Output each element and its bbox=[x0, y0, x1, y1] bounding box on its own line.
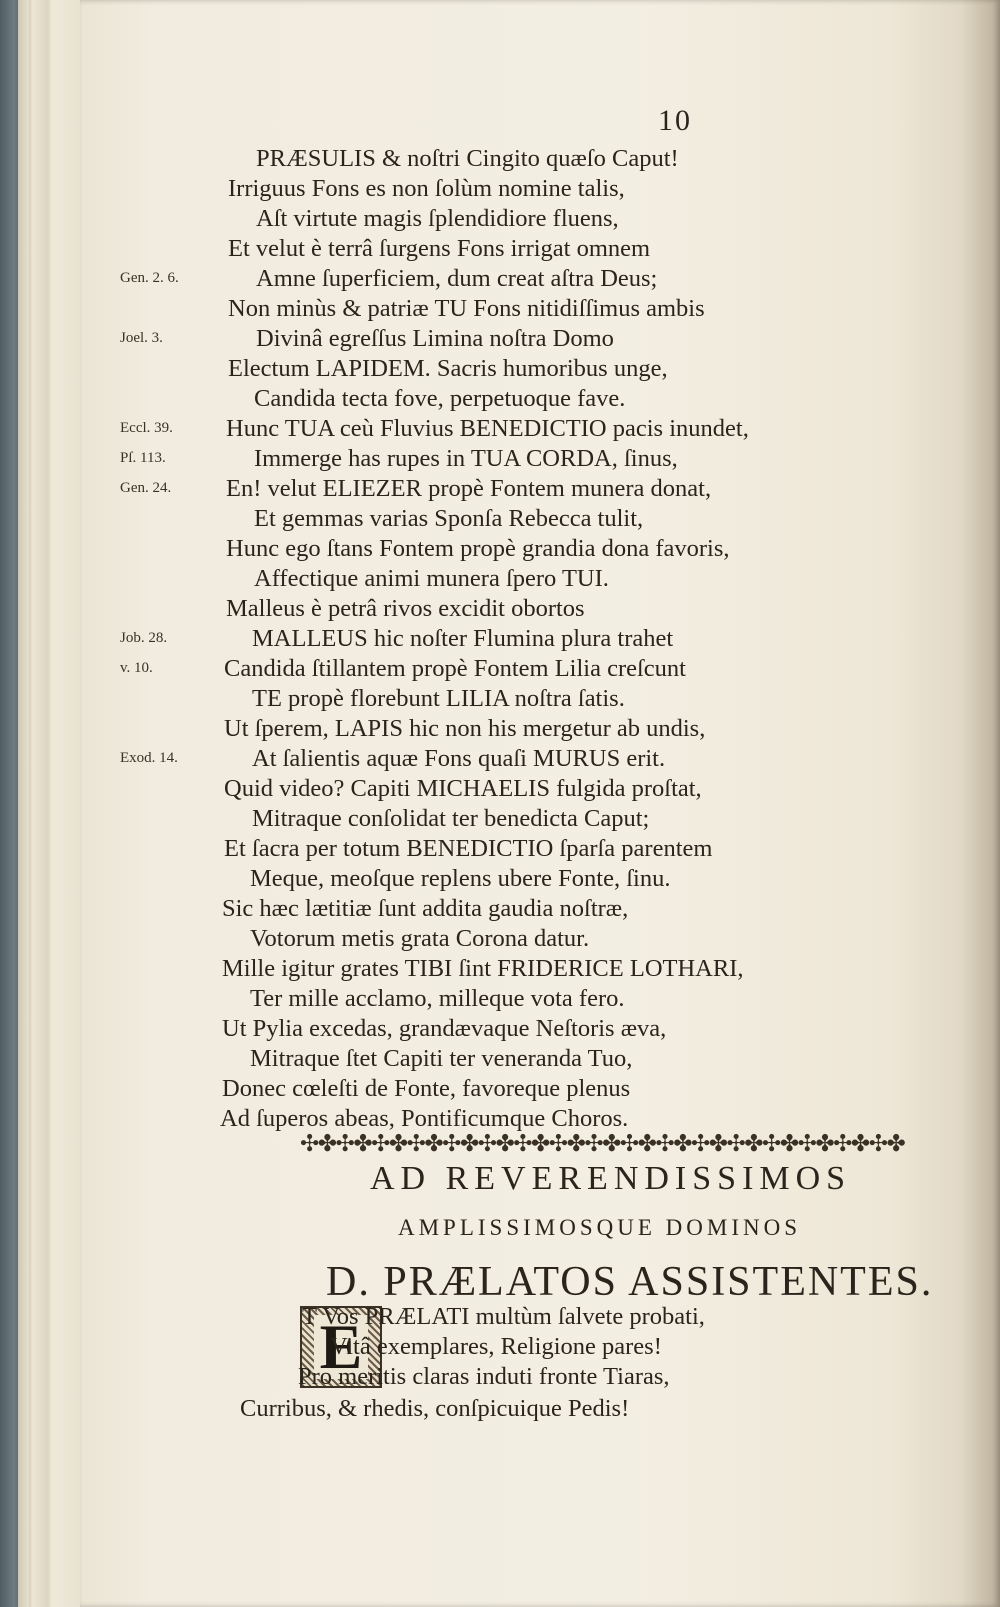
verse-line: Electum LAPIDEM. Sacris humoribus unge, bbox=[228, 355, 668, 382]
margin-note: v. 10. bbox=[120, 660, 153, 676]
verse-line: Aſt virtute magis ſplendidiore fluens, bbox=[256, 205, 619, 232]
page-number: 10 bbox=[658, 104, 692, 137]
margin-note: Exod. 14. bbox=[120, 750, 178, 766]
gutter-shadow bbox=[960, 0, 1000, 1607]
verse-line: Et gemmas varias Sponſa Rebecca tulit, bbox=[254, 505, 644, 532]
verse-line: Candida ſtillantem propè Fontem Lilia creſcunt bbox=[224, 655, 686, 682]
verse-line: MALLEUS hic noſter Flumina plura trahet bbox=[252, 625, 674, 652]
verse-line: Et velut è terrâ ſurgens Fons irrigat omnem bbox=[228, 235, 651, 262]
verse-line: Ut ſperem, LAPIS hic non his mergetur ab undis, bbox=[224, 715, 706, 742]
verse-line: Mille igitur grates TIBI ſint FRIDERICE LOTHARI, bbox=[222, 955, 744, 982]
verse-line: Malleus è petrâ rivos excidit obortos bbox=[226, 595, 585, 622]
verse-line: Meque, meoſque replens ubere Fonte, ſinu. bbox=[250, 865, 671, 892]
verse-line: En! velut ELIEZER propè Fontem munera donat, bbox=[226, 475, 712, 502]
verse-line: Immerge has rupes in TUA CORDA, ſinus, bbox=[254, 445, 678, 472]
verse-line: At ſalientis aquæ Fons quaſi MURUS erit. bbox=[252, 745, 666, 772]
verse-line: Et ſacra per totum BENEDICTIO ſparſa parentem bbox=[224, 835, 713, 862]
closing-verse-line: T Vos PRÆLATI multùm ſalvete probati, bbox=[302, 1303, 705, 1330]
ornament-divider: ✣✤✣✤✣✤✣✤✣✤✣✤✣✤✣✤✣✤✣✤✣✤✣✤✣✤✣✤✣✤✣✤✣✤ bbox=[300, 1131, 905, 1156]
closing-verse-line: Pro meritis claras induti fronte Tiaras, bbox=[298, 1363, 670, 1390]
heading-line-2: AMPLISSIMOSQUE DOMINOS bbox=[398, 1215, 802, 1240]
verse-line: Candida tecta fove, perpetuoque fave. bbox=[254, 385, 626, 412]
margin-note: Gen. 24. bbox=[120, 480, 172, 496]
page-stack-edges bbox=[18, 0, 84, 1607]
verse-line: Divinâ egreſſus Limina noſtra Domo bbox=[256, 325, 614, 352]
verse-line: Votorum metis grata Corona datur. bbox=[250, 925, 590, 952]
verse-line: Non minùs & patriæ TU Fons nitidiſſimus ambis bbox=[228, 295, 705, 322]
verse-line: Ut Pylia excedas, grandævaque Neſtoris æva, bbox=[222, 1015, 667, 1042]
verse-line: Sic hæc lætitiæ ſunt addita gaudia noſtræ, bbox=[222, 895, 629, 922]
book-page bbox=[80, 0, 1000, 1607]
margin-note: Eccl. 39. bbox=[120, 420, 173, 436]
verse-line: Donec cœleſti de Fonte, favoreque plenus bbox=[222, 1075, 631, 1102]
verse-line: Irriguus Fons es non ſolùm nomine talis, bbox=[228, 175, 625, 202]
verse-line: Affectique animi munera ſpero TUI. bbox=[254, 565, 609, 592]
verse-line: Ad ſuperos abeas, Pontificumque Choros. bbox=[220, 1105, 629, 1132]
verse-line: TE propè florebunt LILIA noſtra ſatis. bbox=[252, 685, 625, 712]
heading-line-1: AD REVERENDISSIMOS bbox=[370, 1160, 852, 1197]
verse-line: Amne ſuperficiem, dum creat aſtra Deus; bbox=[256, 265, 658, 292]
verse-line: Hunc TUA ceù Fluvius BENEDICTIO pacis inundet, bbox=[226, 415, 749, 442]
verse-line: Mitraque ſtet Capiti ter veneranda Tuo, bbox=[250, 1045, 633, 1072]
verse-line: Quid video? Capiti MICHAELIS fulgida proſtat, bbox=[224, 775, 702, 802]
margin-note: Gen. 2. 6. bbox=[120, 270, 179, 286]
margin-note: Joel. 3. bbox=[120, 330, 163, 346]
verse-line: PRÆSULIS & noſtri Cingito quæſo Caput! bbox=[256, 145, 679, 172]
verse-line: Hunc ego ſtans Fontem propè grandia dona favoris, bbox=[226, 535, 730, 562]
verse-line: Ter mille acclamo, milleque vota fero. bbox=[250, 985, 625, 1012]
closing-verse-line: Curribus, & rhedis, conſpicuique Pedis! bbox=[240, 1395, 630, 1422]
closing-verse-line: Vitâ exemplares, Religione pares! bbox=[330, 1333, 662, 1360]
margin-note: Job. 28. bbox=[120, 630, 168, 646]
drop-cap-letter: E bbox=[314, 1315, 369, 1379]
heading-line-3: D. PRÆLATOS ASSISTENTES. bbox=[326, 1259, 934, 1305]
verse-line: Mitraque conſolidat ter benedicta Caput; bbox=[252, 805, 650, 832]
margin-note: Pſ. 113. bbox=[120, 450, 166, 466]
